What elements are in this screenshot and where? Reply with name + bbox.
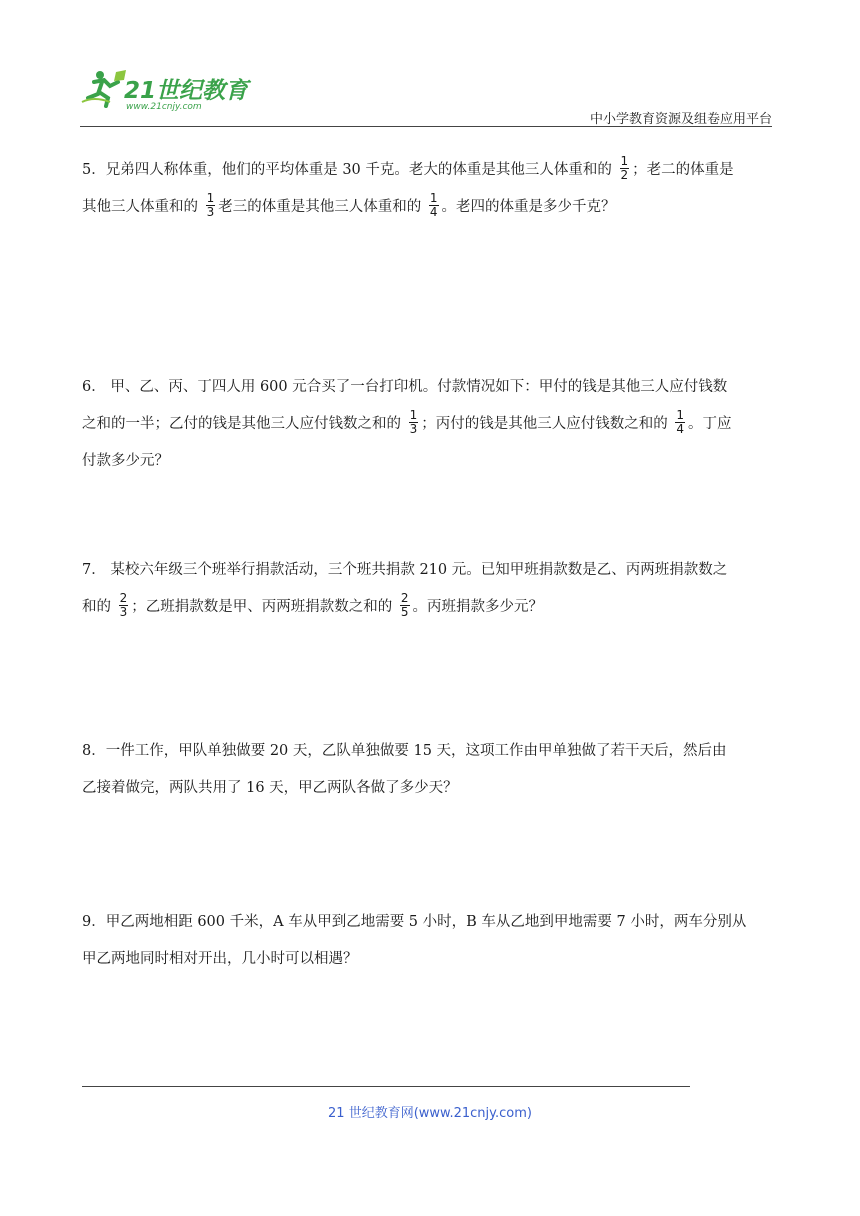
question-text: 和的 [82,599,116,615]
fraction-denominator: 5 [400,604,409,619]
question-5 [82,152,780,226]
question-text: 老三的体重是其他三人体重和的 [218,199,426,215]
fraction [429,192,439,219]
question-line [82,733,780,770]
fraction-numerator: 1 [676,407,684,422]
question-line [82,406,780,443]
question-text: 7． 某校六年级三个班举行捐款活动，三个班共捐款 210 元。已知甲班捐款数是乙、丙两班捐款数之 [82,562,728,578]
question-line [82,443,780,480]
question-text: ；乙班捐款数是甲、丙两班捐款数之和的 [131,599,397,615]
fraction-numerator: 2 [119,590,128,605]
question-line [82,589,780,626]
question-line [82,904,780,941]
fraction [675,409,685,436]
question-text: 之和的一半；乙付的钱是其他三人应付钱数之和的 [82,416,406,432]
fraction [620,155,630,182]
footer-link[interactable]: 21 世纪教育网(www.21cnjy.com) [328,1106,532,1121]
fraction-denominator: 2 [620,167,629,182]
question-9 [82,904,780,978]
question-line [82,189,780,226]
question-text: 5．兄弟四人称体重，他们的平均体重是 30 千克。老大的体重是其他三人体重和的 [82,162,617,178]
question-text: 9．甲乙两地相距 600 千米，A 车从甲到乙地需要 5 小时，B 车从乙地到甲地需要 7 小时，两车分别从 [82,914,747,930]
fraction-denominator: 3 [206,204,215,219]
runner-logo-icon [80,68,128,108]
fraction [409,409,419,436]
page-header [80,66,772,128]
header-divider [80,126,772,127]
question-6 [82,369,780,480]
header-tagline: 中小学教育资源及组卷应用平台 [589,112,772,127]
question-text: 乙接着做完，两队共用了 16 天，甲乙两队各做了多少天？ [82,780,458,796]
fraction [119,592,129,619]
question-7 [82,552,780,626]
question-text: 付款多少元？ [82,453,169,469]
logo-url: www.21cnjy.com [126,102,202,112]
question-text: 。丁应 [688,416,732,432]
question-8 [82,733,780,807]
question-text: 。丙班捐款多少元？ [412,599,543,615]
fraction [206,192,216,219]
fraction-numerator: 1 [620,153,629,168]
fraction-numerator: 1 [206,190,215,205]
question-text: ；老二的体重是 [632,162,734,178]
question-text: 6． 甲、乙、丙、丁四人用 600 元合买了一台打印机。付款情况如下：甲付的钱是其他三人应付钱数 [82,379,728,395]
logo-text: 21世纪教育 [124,78,249,104]
question-line [82,552,780,589]
fraction-denominator: 3 [119,604,128,619]
question-text: 8．一件工作，甲队单独做要 20 天，乙队单独做要 15 天，这项工作由甲单独做了若干天后，然后由 [82,743,727,759]
question-text: 其他三人体重和的 [82,199,203,215]
question-line [82,369,780,406]
site-logo[interactable] [80,66,260,118]
fraction-denominator: 4 [429,204,438,219]
fraction-denominator: 3 [409,421,418,436]
question-line [82,770,780,807]
fraction [400,592,410,619]
fraction-denominator: 4 [676,421,684,436]
fraction-numerator: 1 [429,190,438,205]
fraction-numerator: 2 [400,590,409,605]
fraction-numerator: 1 [409,407,418,422]
question-line [82,941,780,978]
question-text: 甲乙两地同时相对开出，几小时可以相遇？ [82,951,358,967]
question-text: ；丙付的钱是其他三人应付钱数之和的 [421,416,673,432]
question-text: 。老四的体重是多少千克？ [441,199,616,215]
footer-divider [82,1086,690,1087]
question-line [82,152,780,189]
